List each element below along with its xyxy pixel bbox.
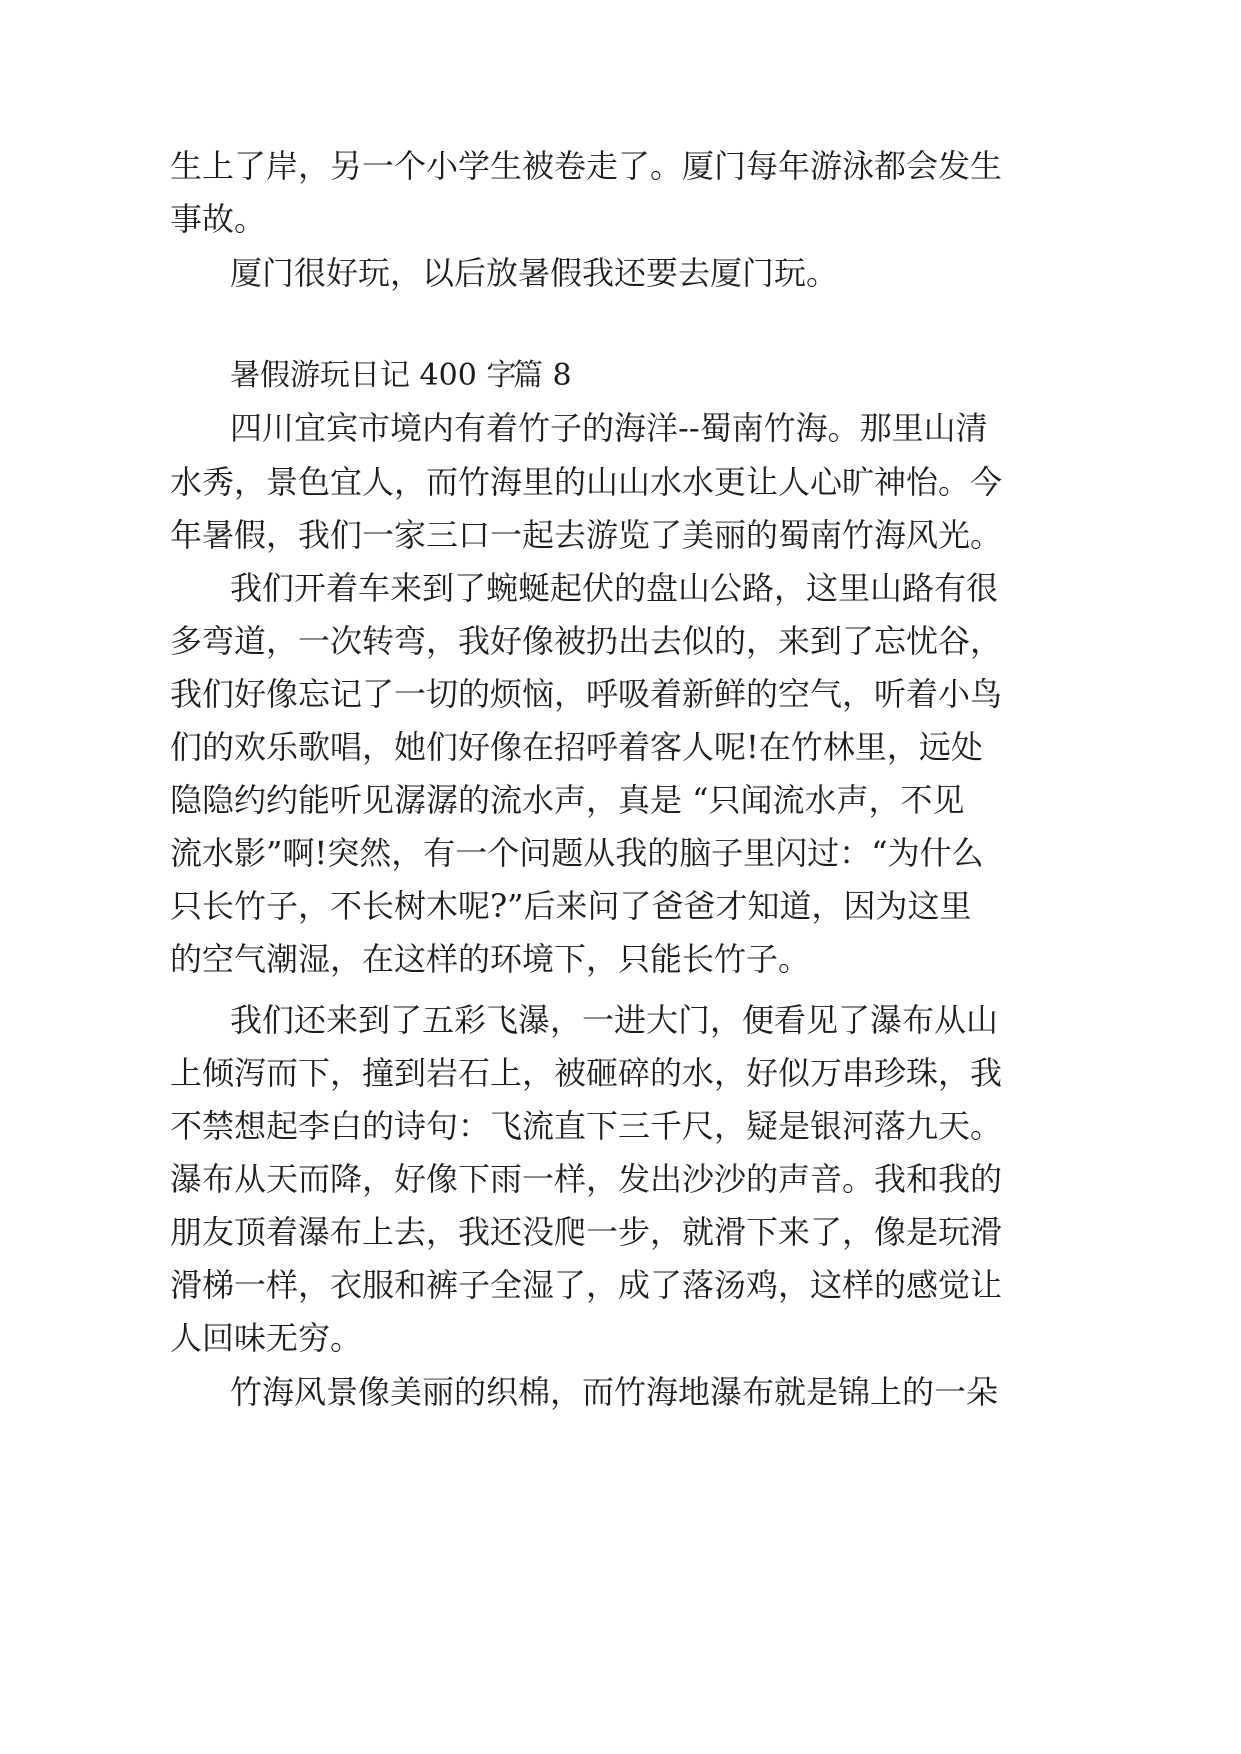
text-line-content: 多弯道，一次转弯，我好像被扔出去似的，来到了忘忧谷，	[170, 622, 1003, 660]
section-label: 篇 8	[513, 358, 572, 393]
text-line-content: 我们开着车来到了蜿蜒起伏的盘山公路，这里山路有很	[230, 569, 999, 607]
text-line-content: 上倾泻而下，撞到岩石上，被砸碎的水，好似万串珍珠，我	[170, 1054, 1003, 1092]
text-line-content: 隐隐约约能听见潺潺的流水声，真是 “只闻流水声，不见	[170, 781, 965, 819]
text-line-content: 只长竹子，不长树木呢?”后来问了爸爸才知道，因为这里	[170, 887, 972, 925]
text-line-content: 事故。	[170, 200, 267, 238]
text-line-content: 我们好像忘记了一切的烦恼，呼吸着新鲜的空气，听着小鸟	[170, 675, 1003, 713]
text-line-content: 不禁想起李白的诗句：飞流直下三千尺，疑是银河落九天。	[170, 1107, 1003, 1145]
text-line-content: 厦门很好玩，以后放暑假我还要去厦门玩。	[230, 254, 839, 292]
text-line-content: 滑梯一样，衣服和裤子全湿了，成了落汤鸡，这样的感觉让	[170, 1266, 1003, 1304]
text-line-content: 竹海风景像美丽的织棉，而竹海地瀑布就是锦上的一朵	[230, 1373, 999, 1411]
text-line-content: 的空气潮湿，在这样的环境下，只能长竹子。	[170, 940, 811, 978]
text-line-content: 水秀，景色宜人，而竹海里的山山水水更让人心旷神怡。今	[170, 463, 1003, 501]
section-title: 暑假游玩日记 400 字	[230, 358, 517, 393]
text-line-content: 四川宜宾市境内有着竹子的海洋--蜀南竹海。那里山清	[230, 409, 988, 447]
text-line-content: 们的欢乐歌唱，她们好像在招呼着客人呢!在竹林里，远处	[170, 728, 983, 766]
text-line-content: 年暑假，我们一家三口一起去游览了美丽的蜀南竹海风光。	[170, 516, 1003, 554]
text-line-content: 我们还来到了五彩飞瀑，一进大门，便看见了瀑布从山	[230, 1001, 999, 1039]
text-line-content: 流水影”啊!突然，有一个问题从我的脑子里闪过：“为什么	[170, 834, 984, 872]
text-line-content: 生上了岸，另一个小学生被卷走了。厦门每年游泳都会发生	[170, 147, 1003, 185]
text-line-content: 朋友顶着瀑布上去，我还没爬一步，就滑下来了，像是玩滑	[170, 1213, 1003, 1251]
text-line-content: 瀑布从天而降，好像下雨一样，发出沙沙的声音。我和我的	[170, 1160, 1003, 1198]
text-line-content: 人回味无穷。	[170, 1319, 363, 1357]
